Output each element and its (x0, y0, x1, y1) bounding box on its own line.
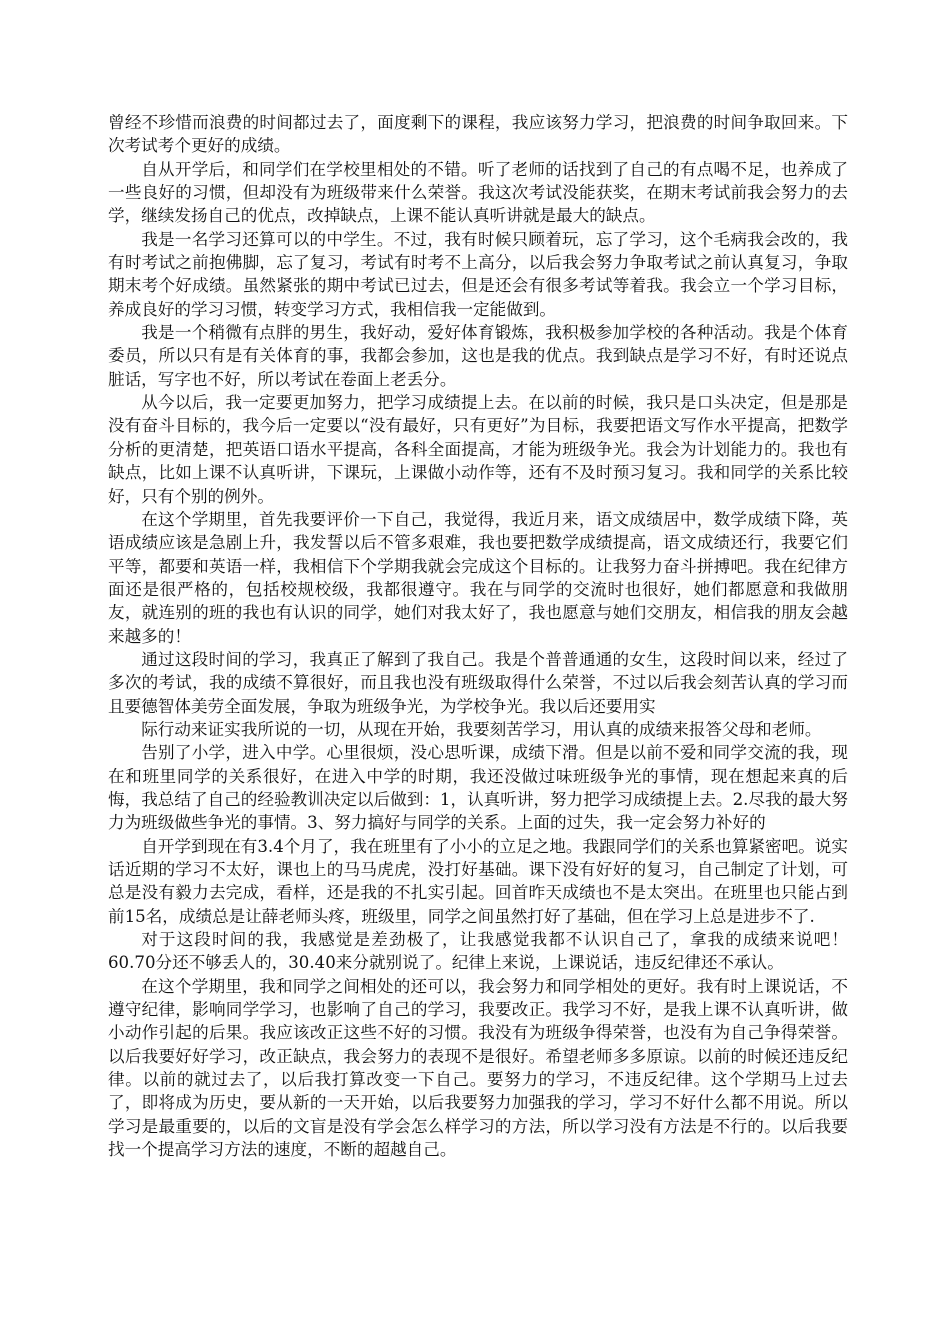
paragraph-12: 在这个学期里，我和同学之间相处的还可以，我会努力和同学相处的更好。我有时上课说话，不遵守纪律，影响同学学习，也影响了自己的学习，我要改正。我学习不好，是我上课不认真听讲，做小动作引起的后果。我应该改正这些不好的习惯。我没有为班级争得荣誉，也没有为自己争得荣誉。以后我要好好学习，改正缺点，我会努力的表现不是很好。希望老师多多原谅。以前的时候还违反纪律。以前的就过去了，以后我打算改变一下自己。要努力的学习，不违反纪律。这个学期马上过去了，即将成为历史，要从新的一天开始，以后我要努力加强我的学习，学习不好什么都不用说。所以学习是最重要的，以后的文盲是没有学会怎么样学习的方法，所以学习没有方法是不行的。以后我要找一个提高学习方法的速度，不断的超越自己。 (108, 976, 848, 1160)
paragraph-11: 对于这段时间的我，我感觉是差劲极了，让我感觉我都不认识自己了，拿我的成绩来说吧！60.70分还不够丢人的，30.40来分就别说了。纪律上来说，上课说话，违反纪律还不承认。 (108, 930, 848, 973)
paragraph-10: 自开学到现在有3.4个月了，我在班里有了小小的立足之地。我跟同学们的关系也算紧密吧。说实话近期的学习不太好，课也上的马马虎虎，没打好基础。课下没有好好的复习，自己制定了计划，可总是没有毅力去完成，看样，还是我的不扎实引起。回首昨天成绩也不是太突出。在班里也只能占到前15名，成绩总是让薛老师头疼，班级里，同学之间虽然打好了基础，但在学习上总是进步不了. (108, 836, 848, 926)
paragraph-9: 告别了小学，进入中学。心里很烦，没心思听课，成绩下滑。但是以前不爱和同学交流的我，现在和班里同学的关系很好，在进入中学的时期，我还没做过味班级争光的事情，现在想起来真的后悔，我总结了自己的经验教训决定以后做到：1，认真听讲，努力把学习成绩提上去。2.尽我的最大努力为班级做些争光的事情。3、努力搞好与同学的关系。上面的过失，我一定会努力补好的 (108, 743, 848, 833)
paragraph-2: 自从开学后，和同学们在学校里相处的不错。听了老师的话找到了自己的有点喝不足，也养成了一些良好的习惯，但却没有为班级带来什么荣誉。我这次考试没能获奖，在期末考试前我会努力的去学，继续发扬自己的优点，改掉缺点，上课不能认真听讲就是最大的缺点。 (108, 159, 848, 226)
paragraph-6: 在这个学期里，首先我要评价一下自己，我觉得，我近月来，语文成绩居中，数学成绩下降，英语成绩应该是急剧上升，我发誓以后不管多艰难，我也要把数学成绩提高，语文成绩还行，我要它们平等，都要和英语一样，我相信下个学期我就会完成这个目标的。让我努力奋斗拼搏吧。我在纪律方面还是很严格的，包括校规校级，我都很遵守。我在与同学的交流时也很好，她们都愿意和我做朋友，就连别的班的我也有认识的同学，她们对我太好了，我也愿意与她们交朋友，相信我的朋友会越来越多的！ (108, 509, 848, 646)
document-body (108, 111, 848, 1161)
paragraph-4: 我是一个稍微有点胖的男生，我好动，爱好体育锻炼，我积极参加学校的各种活动。我是个体育委员，所以只有是有关体育的事，我都会参加，这也是我的优点。我到缺点是学习不好，有时还说点脏话，写字也不好，所以考试在卷面上老丢分。 (108, 323, 848, 389)
paragraph-5: 从今以后，我一定要更加努力，把学习成绩提上去。在以前的时候，我只是口头决定，但是那是没有奋斗目标的，我今后一定要以“没有最好，只有更好”为目标，我要把语文写作水平提高，把数学分析的更清楚，把英语口语水平提高，各科全面提高，才能为班级争光。我会为计划能力的。我也有缺点，比如上课不认真听讲，下课玩，上课做小动作等，还有不及时预习复习。我和同学的关系比较好，只有个别的例外。 (108, 393, 848, 506)
paragraph-1: 曾经不珍惜而浪费的时间都过去了，面度剩下的课程，我应该努力学习，把浪费的时间争取回来。下次考试考个更好的成绩。 (108, 113, 848, 156)
paragraph-8: 际行动来证实我所说的一切，从现在开始，我要刻苦学习，用认真的成绩来报答父母和老师。 (141, 719, 822, 739)
paragraph-7: 通过这段时间的学习，我真正了解到了我自己。我是个普普通通的女生，这段时间以来，经过了多次的考试，我的成绩不算很好，而且我也没有班级取得什么荣誉，不过以后我会刻苦认真的学习而且要德智体美劳全面发展，争取为班级争光，为学校争光。我以后还要用实 (108, 649, 848, 716)
paragraph-3: 我是一名学习还算可以的中学生。不过，我有时候只顾着玩，忘了学习，这个毛病我会改的，我有时考试之前抱佛脚，忘了复习，考试有时考不上高分，以后我会努力争取考试之前认真复习，争取期末考个好成绩。虽然紧张的期中考试已过去，但是还会有很多考试等着我。我会立一个学习目标，养成良好的学习习惯，转变学习方式，我相信我一定能做到。 (108, 229, 848, 319)
